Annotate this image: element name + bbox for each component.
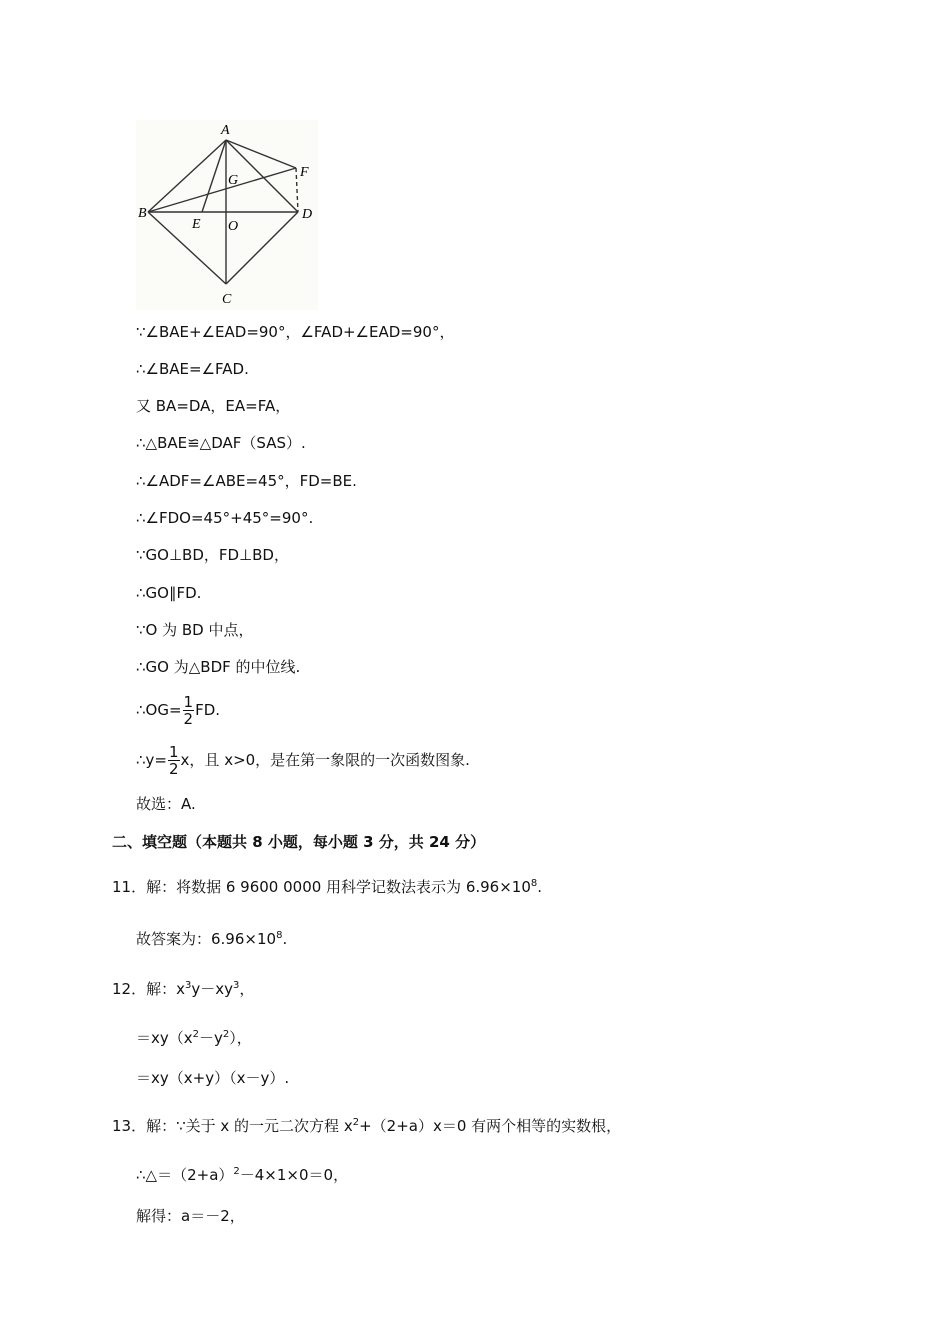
label-e: E (192, 217, 201, 232)
proof-line-11 (136, 690, 220, 730)
label-a: A (221, 123, 230, 138)
og-prefix: ∴OG= (136, 701, 182, 719)
section-heading: 二、填空题（本题共 8 小题，每小题 3 分，共 24 分） (112, 833, 486, 851)
fraction-half-2 (168, 744, 180, 777)
q12-step2-exp-1: 2 (192, 1029, 200, 1040)
q11-answer-text: 故答案为：6.96×10 (136, 930, 277, 948)
q12-step2-c: ）， (229, 1029, 252, 1047)
proof-line-4: ∴△BAE≌△DAF（SAS）. (136, 434, 306, 452)
y-suffix: x，且 x>0，是在第一象限的一次函数图象. (180, 751, 470, 769)
label-f: F (300, 165, 309, 180)
figure-svg (136, 120, 318, 310)
label-g: G (228, 173, 239, 188)
q13-step2-b: －4×1×0＝0， (239, 1166, 349, 1184)
q13-step2-exponent: 2 (233, 1166, 240, 1177)
q13-part-b: +（2+a）x＝0 有两个相等的实数根， (359, 1117, 622, 1135)
q12-exp-1: 3 (184, 980, 192, 991)
q13-step-2 (136, 1162, 348, 1185)
og-suffix: FD. (195, 701, 221, 719)
q13-step2-a: ∴△＝（2+a） (136, 1166, 234, 1184)
proof-line-8: ∴GO∥FD. (136, 584, 202, 602)
proof-line-6: ∴∠FDO=45°+45°=90°. (136, 509, 314, 527)
q12-exp-2: 3 (232, 980, 240, 991)
fraction-half (183, 694, 195, 727)
proof-line-7: ∵GO⊥BD，FD⊥BD， (136, 546, 289, 564)
q12-step2-exp-2: 2 (222, 1029, 230, 1040)
geometry-figure (136, 120, 318, 310)
q11-line (112, 874, 542, 897)
y-prefix: ∴y= (136, 751, 167, 769)
q12-part-a: 12．解：x (112, 980, 185, 998)
label-o: O (228, 219, 239, 234)
fraction-denominator-2: 2 (169, 760, 179, 778)
q13-part-a: 13．解：∵关于 x 的一元二次方程 x (112, 1117, 353, 1135)
fraction-denominator: 2 (183, 710, 194, 728)
q11-answer-end: . (282, 930, 288, 948)
fraction-numerator-2: 1 (169, 743, 179, 761)
q13-step-3: 解得：a＝－2， (136, 1207, 245, 1225)
q11-answer-exponent: 8 (276, 930, 283, 941)
q11-end: . (537, 878, 543, 896)
proof-line-9: ∵O 为 BD 中点， (136, 621, 254, 639)
q13-line (112, 1113, 621, 1136)
proof-line-10: ∴GO 为△BDF 的中位线. (136, 658, 301, 676)
proof-line-2: ∴∠BAE=∠FAD. (136, 360, 249, 378)
fraction-numerator: 1 (183, 693, 194, 711)
q11-text: 11．解：将数据 6 9600 0000 用科学记数法表示为 6.96×10 (112, 878, 531, 896)
proof-line-5: ∴∠ADF=∠ABE=45°，FD=BE. (136, 472, 357, 490)
answer-line: 故选：A. (136, 795, 196, 813)
q12-step-2 (136, 1025, 252, 1048)
q12-step-3: ＝xy（x+y）（x－y）. (136, 1069, 290, 1087)
label-c: C (222, 292, 232, 307)
q11-answer (136, 926, 287, 949)
proof-line-1: ∵∠BAE+∠EAD=90°，∠FAD+∠EAD=90°， (136, 323, 455, 341)
q12-part-b: y－xy (191, 980, 233, 998)
label-d: D (302, 207, 313, 222)
q12-part-c: ， (239, 980, 255, 998)
q12-step2-b: －y (199, 1029, 223, 1047)
q13-exponent: 2 (352, 1117, 360, 1128)
q12-step2-a: ＝xy（x (136, 1029, 193, 1047)
q11-exponent: 8 (530, 878, 538, 889)
proof-line-3: 又 BA=DA，EA=FA， (136, 397, 291, 415)
q12-line (112, 976, 254, 999)
proof-line-12 (136, 740, 470, 780)
label-b: B (138, 206, 147, 221)
